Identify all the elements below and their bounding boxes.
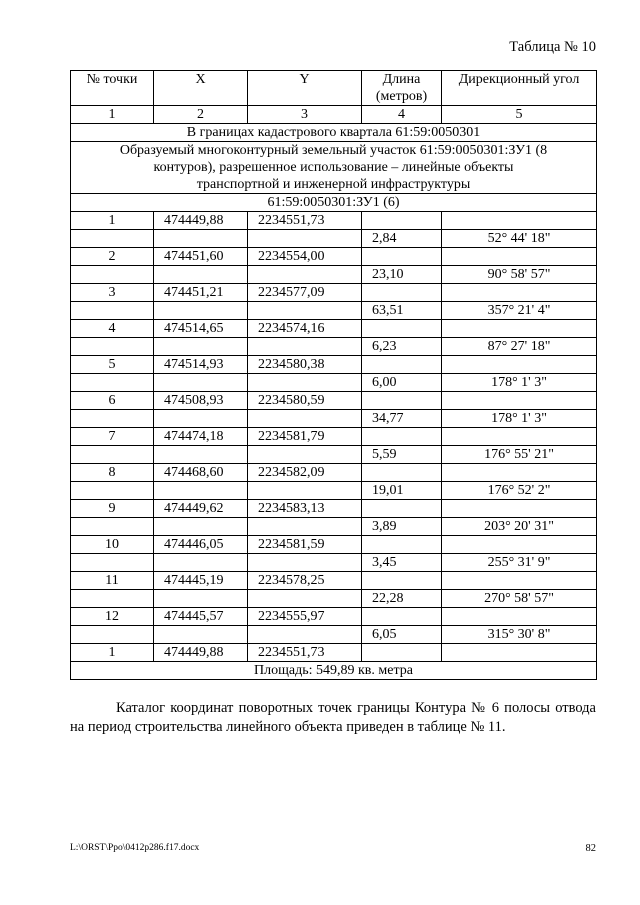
segment-length: 22,28 xyxy=(362,590,442,608)
point-number: 10 xyxy=(71,536,154,554)
empty-cell xyxy=(442,572,597,590)
empty-cell xyxy=(71,590,154,608)
empty-cell xyxy=(442,428,597,446)
point-number: 6 xyxy=(71,392,154,410)
empty-cell xyxy=(442,392,597,410)
point-y: 2234555,97 xyxy=(248,608,362,626)
catalog-paragraph: Каталог координат поворотных точек границы Контура № 6 полосы отвода на период строительства линейного объекта приведен в таблице № 11. xyxy=(70,700,596,735)
point-row xyxy=(71,536,597,554)
segment-angle: 176° 55' 21" xyxy=(442,446,597,464)
empty-cell xyxy=(362,356,442,374)
segment-angle: 52° 44' 18" xyxy=(442,230,597,248)
empty-cell xyxy=(154,482,248,500)
segment-length: 19,01 xyxy=(362,482,442,500)
empty-cell xyxy=(442,644,597,662)
empty-cell xyxy=(248,590,362,608)
empty-cell xyxy=(248,302,362,320)
point-number: 1 xyxy=(71,644,154,662)
point-number: 12 xyxy=(71,608,154,626)
point-x: 474445,57 xyxy=(154,608,248,626)
point-x: 474449,88 xyxy=(154,212,248,230)
point-row xyxy=(71,500,597,518)
point-x: 474446,05 xyxy=(154,536,248,554)
empty-cell xyxy=(154,302,248,320)
segment-length: 2,84 xyxy=(362,230,442,248)
point-x: 474474,18 xyxy=(154,428,248,446)
segment-row xyxy=(71,374,597,392)
point-y: 2234583,13 xyxy=(248,500,362,518)
empty-cell xyxy=(362,464,442,482)
empty-cell xyxy=(248,518,362,536)
segment-angle: 176° 52' 2" xyxy=(442,482,597,500)
empty-cell xyxy=(154,266,248,284)
empty-cell xyxy=(71,266,154,284)
empty-cell xyxy=(442,500,597,518)
point-x: 474514,93 xyxy=(154,356,248,374)
contour-row xyxy=(71,194,597,212)
empty-cell xyxy=(362,644,442,662)
empty-cell xyxy=(248,266,362,284)
segment-length: 3,45 xyxy=(362,554,442,572)
area-row xyxy=(71,662,597,680)
segment-row xyxy=(71,554,597,572)
empty-cell xyxy=(362,572,442,590)
point-row xyxy=(71,284,597,302)
empty-cell xyxy=(154,554,248,572)
segment-angle: 90° 58' 57" xyxy=(442,266,597,284)
empty-cell xyxy=(248,338,362,356)
empty-cell xyxy=(71,554,154,572)
point-x: 474451,60 xyxy=(154,248,248,266)
segment-length: 3,89 xyxy=(362,518,442,536)
column-number: 4 xyxy=(362,106,442,124)
point-y: 2234574,16 xyxy=(248,320,362,338)
segment-row xyxy=(71,518,597,536)
header-length: Длина (метров) xyxy=(362,71,442,106)
empty-cell xyxy=(362,608,442,626)
point-row xyxy=(71,392,597,410)
segment-row xyxy=(71,302,597,320)
point-x: 474468,60 xyxy=(154,464,248,482)
quarter-row xyxy=(71,124,597,142)
empty-cell xyxy=(442,536,597,554)
point-y: 2234580,59 xyxy=(248,392,362,410)
segment-row xyxy=(71,590,597,608)
empty-cell xyxy=(154,518,248,536)
point-y: 2234577,09 xyxy=(248,284,362,302)
segment-angle: 270° 58' 57" xyxy=(442,590,597,608)
empty-cell xyxy=(362,212,442,230)
point-y: 2234578,25 xyxy=(248,572,362,590)
point-row xyxy=(71,464,597,482)
segment-length: 5,59 xyxy=(362,446,442,464)
segment-length: 34,77 xyxy=(362,410,442,428)
empty-cell xyxy=(71,338,154,356)
point-row xyxy=(71,248,597,266)
empty-cell xyxy=(248,482,362,500)
segment-angle: 315° 30' 8" xyxy=(442,626,597,644)
header-point-number: № точки xyxy=(71,71,154,106)
point-x: 474449,62 xyxy=(154,500,248,518)
empty-cell xyxy=(362,284,442,302)
table-caption: Таблица № 10 xyxy=(509,39,596,55)
point-y: 2234581,59 xyxy=(248,536,362,554)
point-x: 474451,21 xyxy=(154,284,248,302)
point-number: 9 xyxy=(71,500,154,518)
point-y: 2234554,00 xyxy=(248,248,362,266)
point-row xyxy=(71,608,597,626)
point-y: 2234580,38 xyxy=(248,356,362,374)
point-number: 3 xyxy=(71,284,154,302)
header-x: X xyxy=(154,71,248,106)
empty-cell xyxy=(248,410,362,428)
segment-row xyxy=(71,482,597,500)
point-row xyxy=(71,356,597,374)
empty-cell xyxy=(71,302,154,320)
empty-cell xyxy=(442,608,597,626)
point-row xyxy=(71,644,597,662)
segment-length: 6,05 xyxy=(362,626,442,644)
empty-cell xyxy=(442,248,597,266)
empty-cell xyxy=(248,446,362,464)
segment-row xyxy=(71,626,597,644)
point-y: 2234582,09 xyxy=(248,464,362,482)
empty-cell xyxy=(154,590,248,608)
area-value: Площадь: 549,89 кв. метра xyxy=(71,662,597,680)
segment-angle: 178° 1' 3" xyxy=(442,374,597,392)
empty-cell xyxy=(362,320,442,338)
point-x: 474514,65 xyxy=(154,320,248,338)
segment-row xyxy=(71,230,597,248)
column-number: 5 xyxy=(442,106,597,124)
point-number: 4 xyxy=(71,320,154,338)
column-number: 1 xyxy=(71,106,154,124)
segment-angle: 178° 1' 3" xyxy=(442,410,597,428)
segment-angle: 255° 31' 9" xyxy=(442,554,597,572)
empty-cell xyxy=(248,230,362,248)
empty-cell xyxy=(71,626,154,644)
empty-cell xyxy=(154,626,248,644)
empty-cell xyxy=(248,626,362,644)
contour-title: 61:59:0050301:ЗУ1 (6) xyxy=(71,194,597,212)
point-x: 474445,19 xyxy=(154,572,248,590)
empty-cell xyxy=(442,356,597,374)
segment-angle: 87° 27' 18" xyxy=(442,338,597,356)
empty-cell xyxy=(154,230,248,248)
empty-cell xyxy=(71,446,154,464)
point-number: 5 xyxy=(71,356,154,374)
footer-file-path: L:\ORST\Ppo\0412p286.f17.docx xyxy=(70,843,200,853)
point-y: 2234551,73 xyxy=(248,644,362,662)
header-y: Y xyxy=(248,71,362,106)
empty-cell xyxy=(362,248,442,266)
empty-cell xyxy=(154,338,248,356)
point-number: 8 xyxy=(71,464,154,482)
point-number: 1 xyxy=(71,212,154,230)
point-y: 2234551,73 xyxy=(248,212,362,230)
segment-row xyxy=(71,266,597,284)
column-numbers-row xyxy=(71,106,597,124)
empty-cell xyxy=(154,410,248,428)
empty-cell xyxy=(362,428,442,446)
point-y: 2234581,79 xyxy=(248,428,362,446)
coordinates-table xyxy=(70,70,597,680)
empty-cell xyxy=(71,482,154,500)
empty-cell xyxy=(362,392,442,410)
segment-angle: 357° 21' 4" xyxy=(442,302,597,320)
parcel-description: Образуемый многоконтурный земельный участок 61:59:0050301:ЗУ1 (8 контуров), разрешенное использование – линейные объекты транспортной и инженерной инфраструктуры xyxy=(71,142,597,194)
point-row xyxy=(71,320,597,338)
empty-cell xyxy=(248,554,362,572)
point-number: 7 xyxy=(71,428,154,446)
page-number: 82 xyxy=(585,843,596,854)
column-number: 2 xyxy=(154,106,248,124)
column-number: 3 xyxy=(248,106,362,124)
segment-length: 6,00 xyxy=(362,374,442,392)
point-row xyxy=(71,428,597,446)
header-direction-angle: Дирекционный угол xyxy=(442,71,597,106)
point-row xyxy=(71,212,597,230)
empty-cell xyxy=(154,446,248,464)
segment-length: 63,51 xyxy=(362,302,442,320)
point-x: 474449,88 xyxy=(154,644,248,662)
empty-cell xyxy=(248,374,362,392)
point-row xyxy=(71,572,597,590)
empty-cell xyxy=(71,410,154,428)
segment-row xyxy=(71,338,597,356)
parcel-row xyxy=(71,142,597,194)
segment-length: 6,23 xyxy=(362,338,442,356)
empty-cell xyxy=(362,500,442,518)
empty-cell xyxy=(442,212,597,230)
segment-length: 23,10 xyxy=(362,266,442,284)
empty-cell xyxy=(71,374,154,392)
empty-cell xyxy=(442,320,597,338)
header-row xyxy=(71,71,597,106)
empty-cell xyxy=(362,536,442,554)
segment-angle: 203° 20' 31" xyxy=(442,518,597,536)
empty-cell xyxy=(154,374,248,392)
point-number: 11 xyxy=(71,572,154,590)
empty-cell xyxy=(442,464,597,482)
segment-row xyxy=(71,446,597,464)
point-number: 2 xyxy=(71,248,154,266)
point-x: 474508,93 xyxy=(154,392,248,410)
cadastral-quarter-title: В границах кадастрового квартала 61:59:0050301 xyxy=(71,124,597,142)
empty-cell xyxy=(71,518,154,536)
empty-cell xyxy=(442,284,597,302)
empty-cell xyxy=(71,230,154,248)
segment-row xyxy=(71,410,597,428)
